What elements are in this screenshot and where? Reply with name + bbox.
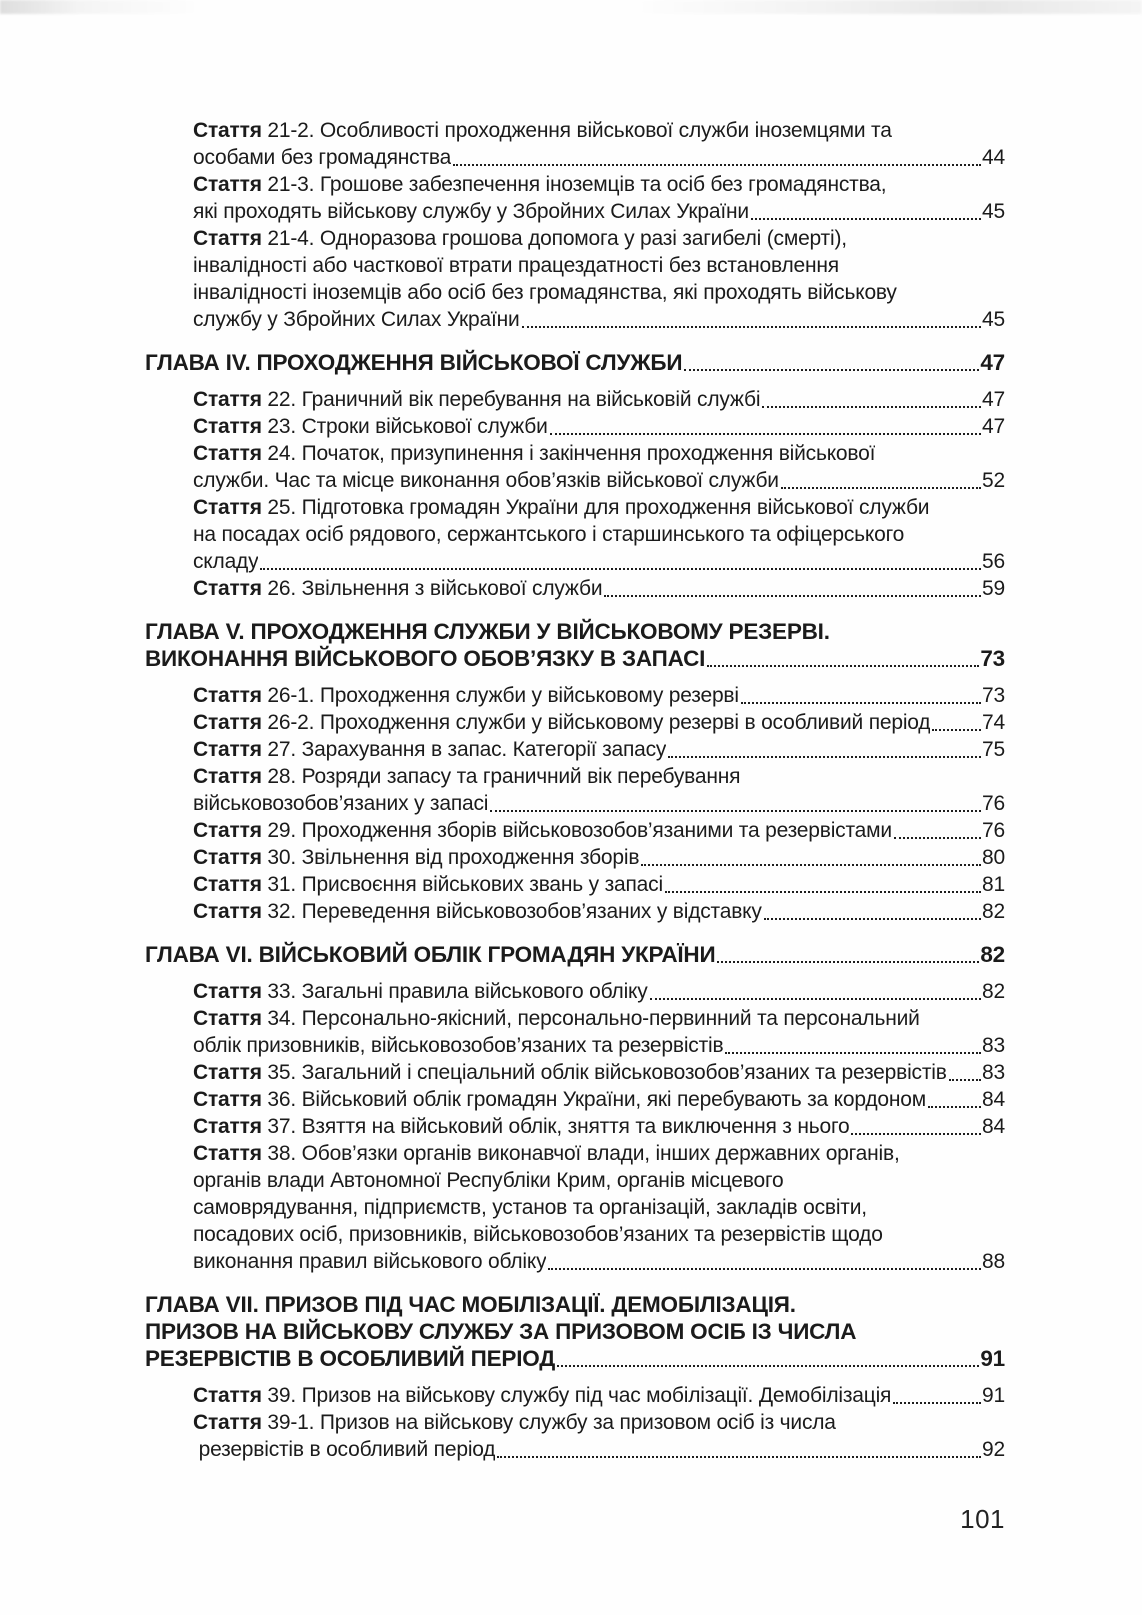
page-ref: 73 bbox=[982, 684, 1005, 707]
toc-article-line bbox=[145, 171, 1005, 198]
article-word: Стаття bbox=[193, 1384, 262, 1407]
toc-continuation-line bbox=[145, 1167, 1005, 1194]
page-ref: 44 bbox=[982, 146, 1005, 169]
article-word: Стаття bbox=[193, 711, 262, 734]
dot-leader bbox=[717, 961, 979, 963]
toc-article-line bbox=[145, 1005, 1005, 1032]
toc-article-line bbox=[145, 413, 1005, 440]
page-ref: 76 bbox=[982, 792, 1005, 815]
toc-continuation-line bbox=[145, 306, 1005, 333]
article-word: Стаття bbox=[193, 1007, 262, 1030]
dot-leader bbox=[707, 665, 979, 667]
dot-leader bbox=[260, 568, 981, 570]
toc-article-line bbox=[145, 117, 1005, 144]
article-title: 22. Граничний вік перебування на військовій службі bbox=[261, 388, 761, 411]
article-word: Стаття bbox=[193, 765, 262, 788]
article-word: Стаття bbox=[193, 1088, 262, 1111]
page-ref: 82 bbox=[980, 942, 1005, 967]
page-ref: 84 bbox=[982, 1088, 1005, 1111]
article-title: службу у Збройних Силах України bbox=[193, 308, 520, 331]
toc-continuation-line bbox=[145, 521, 1005, 548]
scan-artifact bbox=[0, 0, 1142, 14]
toc-continuation-line bbox=[145, 198, 1005, 225]
article-title: 31. Присвоєння військових звань у запасі bbox=[261, 873, 663, 896]
dot-leader bbox=[684, 369, 979, 371]
article-title: 28. Розряди запасу та граничний вік перебування bbox=[261, 765, 741, 788]
chapter-title: ГЛАВА IV. ПРОХОДЖЕННЯ ВІЙСЬКОВОЇ СЛУЖБИ bbox=[145, 350, 683, 375]
article-title: посадових осіб, призовників, військовозобов’язаних та резервістів щодо bbox=[193, 1223, 883, 1246]
toc-article-line bbox=[145, 225, 1005, 252]
dot-leader bbox=[781, 487, 981, 489]
dot-leader bbox=[490, 810, 981, 812]
dot-leader bbox=[497, 1456, 981, 1458]
dot-leader bbox=[725, 1052, 981, 1054]
page-ref: 73 bbox=[980, 646, 1005, 671]
toc-article-line bbox=[145, 898, 1005, 925]
article-word: Стаття bbox=[193, 873, 262, 896]
page-ref: 84 bbox=[982, 1115, 1005, 1138]
toc-continuation-line bbox=[145, 1194, 1005, 1221]
page-ref: 74 bbox=[982, 711, 1005, 734]
article-word: Стаття bbox=[193, 738, 262, 761]
page-ref: 47 bbox=[980, 350, 1005, 375]
page-ref: 56 bbox=[982, 550, 1005, 573]
article-title: 38. Обов’язки органів виконавчої влади, інших державних органів, bbox=[261, 1142, 900, 1165]
article-word: Стаття bbox=[193, 900, 262, 923]
toc-article-line bbox=[145, 575, 1005, 602]
chapter-heading-line bbox=[145, 941, 1005, 968]
toc-article-line bbox=[145, 736, 1005, 763]
toc-continuation-line bbox=[145, 790, 1005, 817]
toc-article-line bbox=[145, 1382, 1005, 1409]
dot-leader bbox=[604, 595, 981, 597]
page-ref: 83 bbox=[982, 1034, 1005, 1057]
article-word: Стаття bbox=[193, 1142, 262, 1165]
article-title: військовозобов’язаних у запасі bbox=[193, 792, 489, 815]
article-title: 34. Персонально-якісний, персонально-первинний та персональний bbox=[261, 1007, 920, 1030]
article-title: 26-1. Проходження служби у військовому резерві bbox=[261, 684, 739, 707]
article-title: 36. Військовий облік громадян України, які перебувають за кордоном bbox=[261, 1088, 926, 1111]
toc-article-line bbox=[145, 709, 1005, 736]
article-title: 32. Переведення військовозобов’язаних у відставку bbox=[261, 900, 762, 923]
toc-continuation-line bbox=[145, 1436, 1005, 1463]
toc-continuation-line bbox=[145, 279, 1005, 306]
article-title: 27. Зарахування в запас. Категорії запасу bbox=[261, 738, 667, 761]
article-title: складу bbox=[193, 550, 259, 573]
dot-leader bbox=[650, 998, 981, 1000]
chapter-heading bbox=[145, 349, 1005, 376]
dot-leader bbox=[928, 1106, 981, 1108]
article-title: 23. Строки військової служби bbox=[261, 415, 548, 438]
article-title: на посадах осіб рядового, сержантського і старшинського та офіцерського bbox=[193, 523, 905, 546]
page-ref: 82 bbox=[982, 980, 1005, 1003]
article-word: Стаття bbox=[193, 1411, 262, 1434]
toc-article-line bbox=[145, 871, 1005, 898]
toc-article-line bbox=[145, 1086, 1005, 1113]
chapter-heading-line bbox=[145, 1318, 1005, 1345]
toc-article-line bbox=[145, 386, 1005, 413]
chapter-title: ГЛАВА VII. ПРИЗОВ ПІД ЧАС МОБІЛІЗАЦІЇ. ДЕМОБІЛІЗАЦІЯ. bbox=[145, 1292, 796, 1317]
toc-continuation-line bbox=[145, 467, 1005, 494]
page-ref: 80 bbox=[982, 846, 1005, 869]
page-ref: 47 bbox=[982, 388, 1005, 411]
page-ref: 47 bbox=[982, 415, 1005, 438]
page-ref: 88 bbox=[982, 1250, 1005, 1273]
toc-continuation-line bbox=[145, 548, 1005, 575]
article-title: органів влади Автономної Республіки Крим, органів місцевого bbox=[193, 1169, 784, 1192]
toc-continuation-line bbox=[145, 144, 1005, 171]
article-title: 30. Звільнення від проходження зборів bbox=[261, 846, 640, 869]
article-title: виконання правил військового обліку bbox=[193, 1250, 547, 1273]
article-title: самоврядування, підприємств, установ та організацій, закладів освіти, bbox=[193, 1196, 867, 1219]
toc-continuation-line bbox=[145, 1248, 1005, 1275]
article-title: 24. Початок, призупинення і закінчення проходження військової bbox=[261, 442, 876, 465]
dot-leader bbox=[762, 406, 981, 408]
page-ref: 92 bbox=[982, 1438, 1005, 1461]
article-word: Стаття bbox=[193, 119, 262, 142]
page-ref: 45 bbox=[982, 200, 1005, 223]
dot-leader bbox=[550, 433, 981, 435]
toc-article-line bbox=[145, 1140, 1005, 1167]
dot-leader bbox=[668, 756, 981, 758]
dot-leader bbox=[548, 1268, 981, 1270]
dot-leader bbox=[932, 729, 981, 731]
page-ref: 81 bbox=[982, 873, 1005, 896]
dot-leader bbox=[894, 837, 981, 839]
toc-continuation-line bbox=[145, 1221, 1005, 1248]
article-word: Стаття bbox=[193, 415, 262, 438]
dot-leader bbox=[641, 864, 981, 866]
article-title: які проходять військову службу у Збройних Силах України bbox=[193, 200, 749, 223]
page-ref: 82 bbox=[982, 900, 1005, 923]
chapter-title: ГЛАВА V. ПРОХОДЖЕННЯ СЛУЖБИ У ВІЙСЬКОВОМУ РЕЗЕРВІ. bbox=[145, 619, 830, 644]
article-title: інвалідності або часткової втрати працездатності без встановлення bbox=[193, 254, 839, 277]
chapter-heading-line bbox=[145, 618, 1005, 645]
dot-leader bbox=[949, 1079, 981, 1081]
article-word: Стаття bbox=[193, 173, 262, 196]
toc-article-line bbox=[145, 844, 1005, 871]
page-ref: 83 bbox=[982, 1061, 1005, 1084]
chapter-title: ГЛАВА VI. ВІЙСЬКОВИЙ ОБЛІК ГРОМАДЯН УКРАЇНИ bbox=[145, 942, 716, 967]
page-ref: 59 bbox=[982, 577, 1005, 600]
dot-leader bbox=[851, 1133, 981, 1135]
dot-leader bbox=[741, 702, 981, 704]
article-title: 35. Загальний і спеціальний облік військовозобов’язаних та резервістів bbox=[261, 1061, 947, 1084]
chapter-heading bbox=[145, 941, 1005, 968]
article-word: Стаття bbox=[193, 819, 262, 842]
page-ref: 91 bbox=[980, 1346, 1005, 1371]
article-title: 26. Звільнення з військової служби bbox=[261, 577, 603, 600]
article-title: 25. Підготовка громадян України для проходження військової служби bbox=[261, 496, 930, 519]
chapter-heading-line bbox=[145, 1291, 1005, 1318]
page-ref: 91 bbox=[982, 1384, 1005, 1407]
article-word: Стаття bbox=[193, 684, 262, 707]
article-title: 26-2. Проходження служби у військовому резерві в особливий період bbox=[261, 711, 931, 734]
toc-article-line bbox=[145, 1409, 1005, 1436]
article-word: Стаття bbox=[193, 1115, 262, 1138]
toc-article-line bbox=[145, 763, 1005, 790]
page-ref: 52 bbox=[982, 469, 1005, 492]
article-title: 29. Проходження зборів військовозобов’язаними та резервістами bbox=[261, 819, 892, 842]
table-of-contents bbox=[145, 117, 1005, 1463]
dot-leader bbox=[453, 164, 981, 166]
toc-article-line bbox=[145, 440, 1005, 467]
article-title: 33. Загальні правила військового обліку bbox=[261, 980, 648, 1003]
chapter-heading bbox=[145, 1291, 1005, 1372]
toc-continuation-line bbox=[145, 252, 1005, 279]
chapter-title: ВИКОНАННЯ ВІЙСЬКОВОГО ОБОВ’ЯЗКУ В ЗАПАСІ bbox=[145, 646, 706, 671]
chapter-heading bbox=[145, 618, 1005, 672]
article-word: Стаття bbox=[193, 577, 262, 600]
article-title: служби. Час та місце виконання обов’язків військової служби bbox=[193, 469, 779, 492]
article-title: інвалідності іноземців або осіб без громадянства, які проходять військову bbox=[193, 281, 897, 304]
chapter-title: РЕЗЕРВІСТІВ В ОСОБЛИВИЙ ПЕРІОД bbox=[145, 1346, 556, 1371]
article-title: 21-2. Особливості проходження військової служби іноземцями та bbox=[261, 119, 892, 142]
toc-article-line bbox=[145, 1113, 1005, 1140]
chapter-heading-line bbox=[145, 349, 1005, 376]
toc-continuation-line bbox=[145, 1032, 1005, 1059]
article-title: особами без громадянства bbox=[193, 146, 452, 169]
page-ref: 75 bbox=[982, 738, 1005, 761]
dot-leader bbox=[522, 326, 981, 328]
article-word: Стаття bbox=[193, 388, 262, 411]
page-ref: 76 bbox=[982, 819, 1005, 842]
article-word: Стаття bbox=[193, 980, 262, 1003]
article-title: 21-3. Грошове забезпечення іноземців та осіб без громадянства, bbox=[261, 173, 887, 196]
article-title: 37. Взяття на військовий облік, зняття та виключення з нього bbox=[261, 1115, 850, 1138]
article-word: Стаття bbox=[193, 1061, 262, 1084]
dot-leader bbox=[893, 1402, 981, 1404]
article-title: 39-1. Призов на військову службу за призовом осіб із числа bbox=[261, 1411, 836, 1434]
toc-article-line bbox=[145, 817, 1005, 844]
chapter-heading-line bbox=[145, 645, 1005, 672]
dot-leader bbox=[665, 891, 981, 893]
article-title: резервістів в особливий період bbox=[193, 1438, 496, 1461]
article-word: Стаття bbox=[193, 496, 262, 519]
dot-leader bbox=[557, 1365, 979, 1367]
article-title: облік призовників, військовозобов’язаних та резервістів bbox=[193, 1034, 724, 1057]
article-title: 21-4. Одноразова грошова допомога у разі загибелі (смерті), bbox=[261, 227, 847, 250]
dot-leader bbox=[751, 218, 981, 220]
page-ref: 45 bbox=[982, 308, 1005, 331]
folio-page-number: 101 bbox=[960, 1504, 1005, 1534]
toc-article-line bbox=[145, 494, 1005, 521]
toc-article-line bbox=[145, 682, 1005, 709]
toc-article-line bbox=[145, 978, 1005, 1005]
article-word: Стаття bbox=[193, 442, 262, 465]
dot-leader bbox=[764, 918, 981, 920]
chapter-title: ПРИЗОВ НА ВІЙСЬКОВУ СЛУЖБУ ЗА ПРИЗОВОМ ОСІБ ІЗ ЧИСЛА bbox=[145, 1319, 857, 1344]
article-word: Стаття bbox=[193, 846, 262, 869]
chapter-heading-line bbox=[145, 1345, 1005, 1372]
toc-article-line bbox=[145, 1059, 1005, 1086]
article-word: Стаття bbox=[193, 227, 262, 250]
article-title: 39. Призов на військову службу під час мобілізації. Демобілізація bbox=[261, 1384, 892, 1407]
